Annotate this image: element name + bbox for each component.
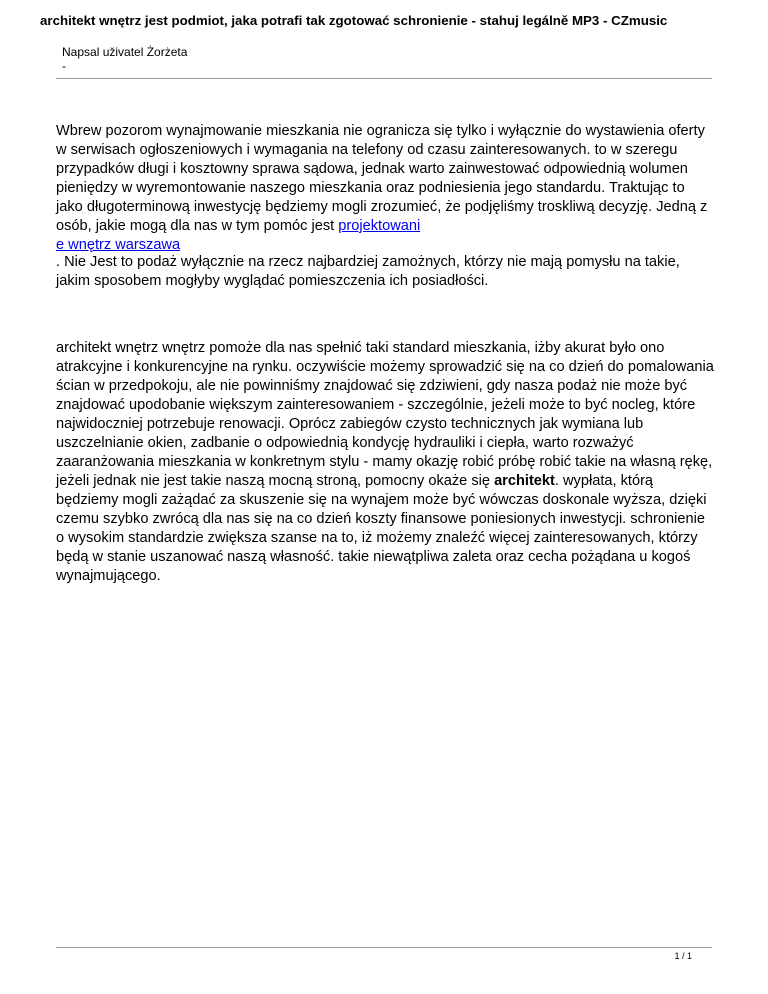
paragraph-1-text: Wbrew pozorom wynajmowanie mieszkania nie ogranicza się tylko i wyłącznie do wystawienia oferty w serwisach ogłoszeniowych i wymagania na telefony od czasu zainteresowanych. to w szeregu przypadków długi i kosztowny sprawa sądowa, jednak warto zainwestować odpowiednią wolumen pieniędzy w wyremontowanie naszego mieszkania oraz podniesienia jego standardu. Traktując to jako długoterminową inwestycję będziemy mogli zrozumieć, że podjęliśmy troskliwą decyzję. Jedną z osób, jakie mogą dla nas w tym pomóc jest <box>56 123 708 234</box>
paragraph-2-text-after: . wypłata, którą będziemy mogli zażądać za skuszenie się na wynajem może być wówczas doskonale wyższa, dzięki czemu szybko zwrócą dla nas się na co dzień koszty finansowe poniesionych inwestycji. schronienie o wysokim standardzie zwiększa szanse na to, iż możemy znaleźć więcej zainteresowanych, którzy będą w stanie uszanować naszą własność. takie niewątpliwa zaleta oraz cecha pożądana u kogoś wynajmującego. <box>56 473 707 584</box>
link-text-line-1: projektowani <box>338 218 421 234</box>
paragraph-2-text: architekt wnętrz wnętrz pomoże dla nas spełnić taki standard mieszkania, iżby akurat było ono atrakcyjne i konkurencyjne na rynku. oczywiście możemy sprowadzić się na co dzień do pomalowania ścian w przedpokoju, ale nie powinniśmy znajdować się zdziwieni, gdy nasza podaż nie może być znajdować upodobanie większym zainteresowaniem - szczególnie, jeżeli może to być nocleg, które najwidoczniej potrzebuje renowacji. Oprócz zabiegów czysto technicznych jak wymiana lub uszczelnianie okien, zadbanie o odpowiednią kondycję hydrauliki i ciepła, warto rozważyć zaaranżowania mieszkania w konkretnym stylu - mamy okazję robić próbę robić takie na własną rękę, jeżeli jednak nie jest takie naszą mocną stroną, pomocny okaże się <box>56 340 714 489</box>
article-paragraph-1-continued: . Nie Jest to podaż wyłącznie na rzecz najbardziej zamożnych, którzy nie mają pomysłu na takie, jakim sposobem mogłyby wyglądać pomieszczenia ich posiadłości. <box>56 254 680 289</box>
author-dash: - <box>62 59 66 73</box>
article-paragraph-1 <box>56 122 714 255</box>
header-divider <box>56 78 712 79</box>
page-title: architekt wnętrz jest podmiot, jaka potrafi tak zgotować schronienie - stahuj legálně MP3 - CZmusic <box>40 13 668 28</box>
author-label: Napsal uživatel Żorżeta <box>62 45 188 59</box>
footer-divider <box>56 947 712 948</box>
article-paragraph-2 <box>56 339 714 586</box>
link-text-line-2: e wnętrz warszawa <box>56 237 181 253</box>
page-number: 1 / 1 <box>674 951 692 961</box>
bold-keyword: architekt <box>494 473 555 489</box>
